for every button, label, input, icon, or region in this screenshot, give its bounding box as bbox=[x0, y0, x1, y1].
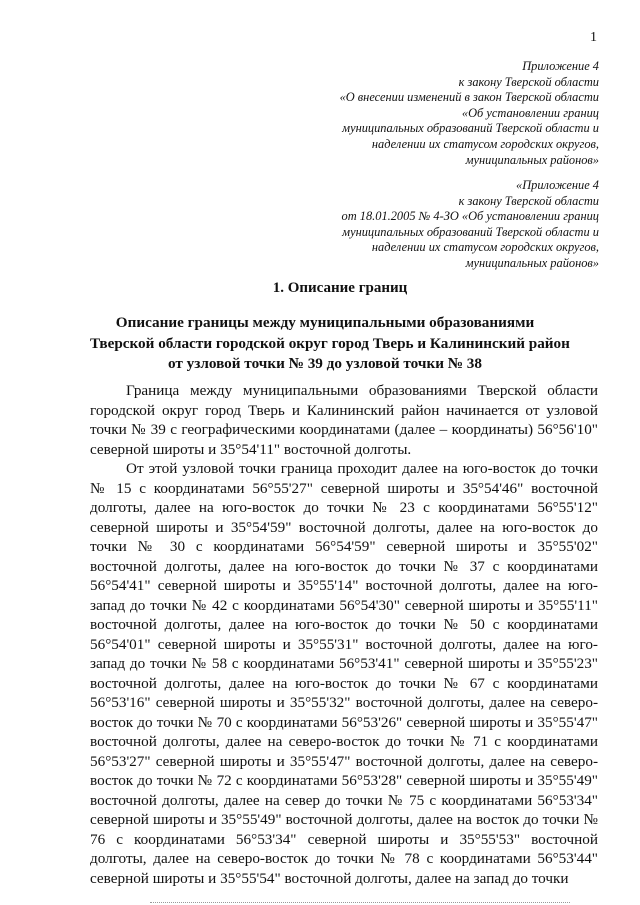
page-number: 1 bbox=[590, 30, 597, 45]
annex-line: муниципальных образований Тверской области и bbox=[342, 224, 599, 239]
annex-line: к закону Тверской области bbox=[458, 74, 599, 89]
heading-line: Описание границы между муниципальными образованиями bbox=[115, 314, 535, 331]
section-title: 1. Описание границ bbox=[272, 280, 408, 296]
annex-line: наделении их статусом городских округов, bbox=[371, 136, 599, 151]
body-paragraph: Граница между муниципальными образованиями Тверской области городской округ город Тверь и Калининский район начинается от узловой точки № 39 с географическими координатами (далее – координаты) 56°56'10" северной широты и 35°54'11" восточной долготы. bbox=[90, 382, 598, 458]
annex-reference-original bbox=[279, 178, 599, 272]
annex-reference-amendment bbox=[279, 59, 599, 168]
annex-line: муниципальных образований Тверской области и bbox=[342, 121, 599, 136]
annex-line: «Приложение 4 bbox=[516, 178, 599, 192]
annex-line: «Об установлении границ bbox=[461, 105, 599, 120]
page-bottom-edge bbox=[150, 902, 570, 903]
document-body bbox=[90, 381, 598, 888]
annex-line: к закону Тверской области bbox=[458, 193, 599, 208]
heading-line: от узловой точки № 39 до узловой точки № 38 bbox=[167, 355, 482, 372]
heading-line: Тверской области городской округ город Тверь и Калининский район bbox=[90, 334, 570, 352]
annex-line: «О внесении изменений в закон Тверской области bbox=[339, 90, 599, 105]
annex-line: муниципальных районов» bbox=[465, 152, 599, 167]
annex-line: муниципальных районов» bbox=[465, 255, 599, 270]
annex-line: Приложение 4 bbox=[522, 59, 599, 73]
document-heading bbox=[90, 313, 570, 375]
body-paragraph: От этой узловой точки граница проходит далее на юго-восток до точки № 15 с координатами 56°55'27" северной широты и 35°54'46" восточной долготы, далее на юго-восток до точки № 23 с координатами 56°55'12" северной широты и 35°54'59" восточной долготы, далее на юго-восток до точки № 30 с координатами 56°54'59" северной широты и 35°55'02" восточной долготы, далее на юго-восток до точки № 37 с координатами 56°54'41" северной широты и 35°55'14" восточной долготы, далее на юго-запад до точки № 42 с координатами 56°54'30" северной широты и 35°55'11" восточной долготы, далее на юго-восток до точки № 50 с координатами 56°54'01" северной широты и 35°55'31" восточной долготы, далее на юго-запад до точки № 58 с координатами 56°53'41" северной широты и 35°55'23" восточной долготы, далее на юго-восток до точки № 67 с координатами 56°53'16" северной широты и 35°55'32" восточной долготы, далее на северо-восток до точки № 70 с координатами 56°53'26" северной широты и 35°55'47" восточной долготы, далее на северо-восток до точки № 71 с координатами 56°53'27" северной широты и 35°55'47" восточной долготы, далее на северо-восток до точки № 72 с координатами 56°53'28" северной широты и 35°55'49" восточной долготы, далее на север до точки № 75 с координатами 56°53'34" северной широты и 35°55'49" восточной долготы, далее на восток до точки № 76 с координатами 56°53'34" северной широты и 35°55'53" восточной долготы, далее на северо-восток до точки № 78 с координатами 56°53'44" северной широты и 35°55'54" восточной долготы, далее на запад до точки bbox=[90, 460, 598, 887]
annex-line: от 18.01.2005 № 4-ЗО «Об установлении границ bbox=[341, 209, 599, 224]
annex-line: наделении их статусом городских округов, bbox=[371, 240, 599, 255]
